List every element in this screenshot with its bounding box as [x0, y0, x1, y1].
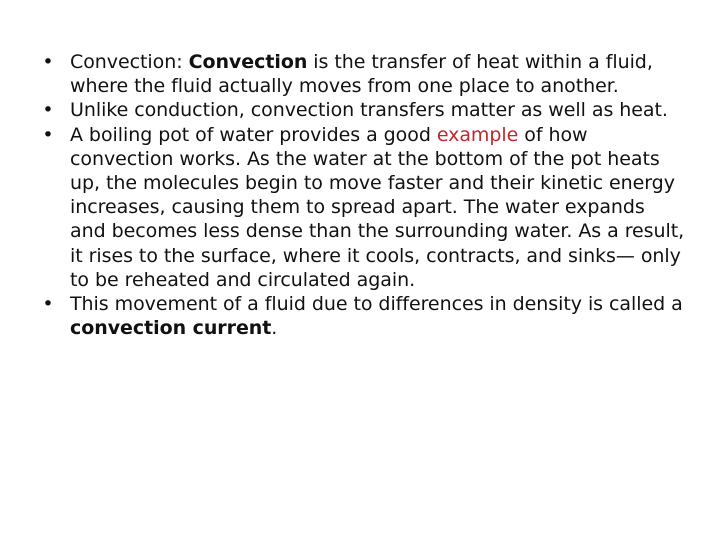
bold-term-convection-current: convection current [70, 317, 272, 340]
bullet-marker: • [42, 51, 54, 73]
bullet-marker: • [42, 123, 54, 146]
bullet-lead-text: This movement of a fluid due to differences in density is called a [70, 293, 683, 316]
bullet-item-convection-definition [42, 50, 686, 98]
bold-term-convection: Convection [188, 51, 308, 73]
bullet-item-unlike-conduction [42, 98, 686, 122]
example-link[interactable]: example [436, 123, 519, 146]
bullet-body-text: of how convection works. As the water at the bottom of the pot heats up, the molecules begin to move faster and their kinetic energy increases, causing them to spread apart. The water expands and becomes less dense than the surrounding water. As a result, it rises to the surface, where it cools, contracts, and sinks— only to be reheated and circulated again. [70, 123, 685, 291]
bullet-body-text: Unlike conduction, convection transfers matter as well as heat. [70, 99, 668, 122]
bullet-item-boiling-pot [42, 123, 686, 292]
bullet-end-text: . [271, 317, 278, 340]
bullet-lead-text: Convection: [70, 51, 189, 73]
bullet-item-convection-current [42, 292, 686, 340]
bullet-marker: • [42, 293, 54, 316]
bullet-lead-text: A boiling pot of water provides a good [70, 123, 437, 146]
bullet-list [42, 50, 686, 340]
bullet-marker: • [42, 99, 54, 122]
bullet-body-text: is the transfer of heat within a fluid, where the fluid actually moves from one place to another. [70, 51, 653, 98]
